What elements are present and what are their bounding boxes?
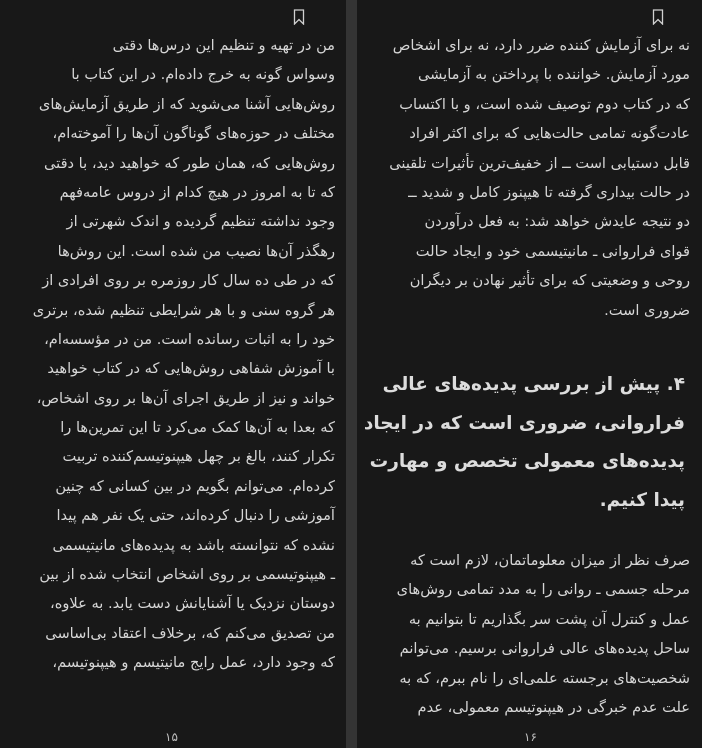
heading-line: پدیده‌های معمولی تخصص و مهارت — [369, 451, 685, 472]
text-line: که بعدا به آن‌ها کمک می‌کرد تا این تمرین‌ها را — [60, 419, 335, 437]
text-line: که در کتاب دوم توصیف شده است، و با اکتساب — [399, 95, 690, 113]
text-line: خواند و نیز از طریق اجرای آن‌ها بر روی اشخاص، — [36, 389, 335, 407]
text-line: هر گروه سنی و با هر شرایطی تنظیم شده، برتری — [32, 301, 335, 319]
text-line: عادت‌گونه تمامی حالت‌هایی که برای اکثر افراد — [409, 125, 690, 143]
text-line: من تصدیق می‌کنم که، برخلاف اعتقاد بی‌اساسی — [45, 624, 335, 642]
text-line: که در طی ده سال کار روزمره بر روی افرادی از — [42, 272, 335, 290]
text-line: روحی و وضعیتی که برای تأثیر نهادن بر دیگران — [409, 272, 690, 290]
text-line: در حالت بیداری گرفته تا هیپنوز کامل و شدید ــ — [408, 183, 690, 201]
text-line: عمل و کنترل آن پشت سر بگذاریم تا بتوانیم به — [408, 610, 690, 628]
heading-line: فراروانی، ضروری است که در ایجاد — [363, 412, 685, 434]
text-line: قوای فراروانی ـ مانیتیسمی خود و ایجاد حالت — [415, 242, 690, 260]
text-line: من در تهیه و تنظیم این درس‌ها دقتی — [112, 37, 335, 54]
text-line: قابل دستیابی است ــ از خفیف‌ترین تأثیرات تلقینی — [389, 154, 690, 172]
text-line: با آموزش شفاهی روش‌هایی که در کتاب خواهید — [47, 360, 335, 378]
text-line: شخصیت‌های برجسته علمی‌ای را نام ببرم، که به — [399, 669, 690, 687]
right-page-body — [365, 31, 690, 325]
heading-line: پیدا کنیم. — [599, 489, 685, 511]
text-line: نه برای آزمایش کننده ضرر دارد، نه برای اشخاص — [392, 37, 690, 54]
text-line: نشده که نتوانسته باشد به پدیده‌های مانیتیسمی — [52, 536, 335, 554]
text-line: علت عدم خبرگی در هیپنوتیسم معمولی، عدم — [417, 698, 690, 716]
text-line: روش‌هایی آشنا می‌شوید که از طریق آزمایش‌های — [38, 95, 335, 113]
page-number: ۱۵ — [165, 730, 178, 744]
text-line: صرف نظر از میزان معلوماتمان، لازم است که — [410, 552, 690, 569]
text-line: رهگذر آن‌ها نصیب من شده است. این روش‌ها — [57, 242, 335, 260]
text-line: مرحله جسمی ـ روانی را به مدد تمامی روش‌های — [396, 581, 690, 599]
section-heading — [363, 366, 685, 520]
text-line: آموزشی را دنبال کرده‌اند، حتی یک نفر هم پیدا — [56, 507, 335, 525]
text-line: ساحل پدیده‌های عالی فراروانی برسیم. می‌توانم — [399, 640, 690, 658]
text-line: روش‌هایی که، همان طور که خواهید دید، با دقتی — [44, 154, 335, 172]
text-line: که وجود دارد، عمل رایج مانیتیسم و هیپنوتیسم، — [52, 654, 335, 672]
text-line: تکرار کنند، بالغ بر چهل هیپنوتیسم‌کننده تربیت — [62, 448, 335, 466]
text-line: دوستان نزدیک یا آشنایانش دست یابد. به علاوه، — [50, 595, 335, 613]
text-line: ضروری است. — [604, 301, 690, 319]
text-line: مختلف در حوزه‌های گوناگون آن‌ها را آموخته‌ام، — [52, 125, 335, 143]
right-page — [357, 0, 702, 748]
text-line: دو نتیجه عایدش خواهد شد: به فعل درآوردن — [424, 213, 690, 231]
text-line: خود را به اثبات رسانده است. من در مؤسسه‌ام، — [44, 330, 335, 348]
left-page — [0, 0, 346, 748]
bookmark-icon[interactable] — [293, 9, 305, 25]
text-line: وجود نداشته تنظیم گردیده و اندک شهرتی از — [66, 213, 335, 231]
text-line: ـ هیپنوتیسمی بر روی اشخاص انتخاب شده از بین — [39, 566, 335, 584]
page-number: ۱۶ — [524, 730, 537, 744]
right-page-body-continued — [365, 546, 690, 722]
text-line: وسواس گونه به خرج داده‌ام. در این کتاب با — [71, 66, 335, 84]
text-line: مورد آزمایش. خواننده با پرداختن به آزمایشی — [417, 66, 690, 84]
left-page-body — [13, 31, 335, 678]
text-line: که تا به امروز در هیچ کدام از دروس عامه‌فهم — [59, 183, 335, 201]
text-line: کرده‌ام. می‌توانم بگویم در بین کسانی که چنین — [55, 477, 335, 495]
heading-line: ۴. پیش از بررسی پدیده‌های عالی — [382, 374, 685, 395]
bookmark-icon[interactable] — [652, 9, 664, 25]
